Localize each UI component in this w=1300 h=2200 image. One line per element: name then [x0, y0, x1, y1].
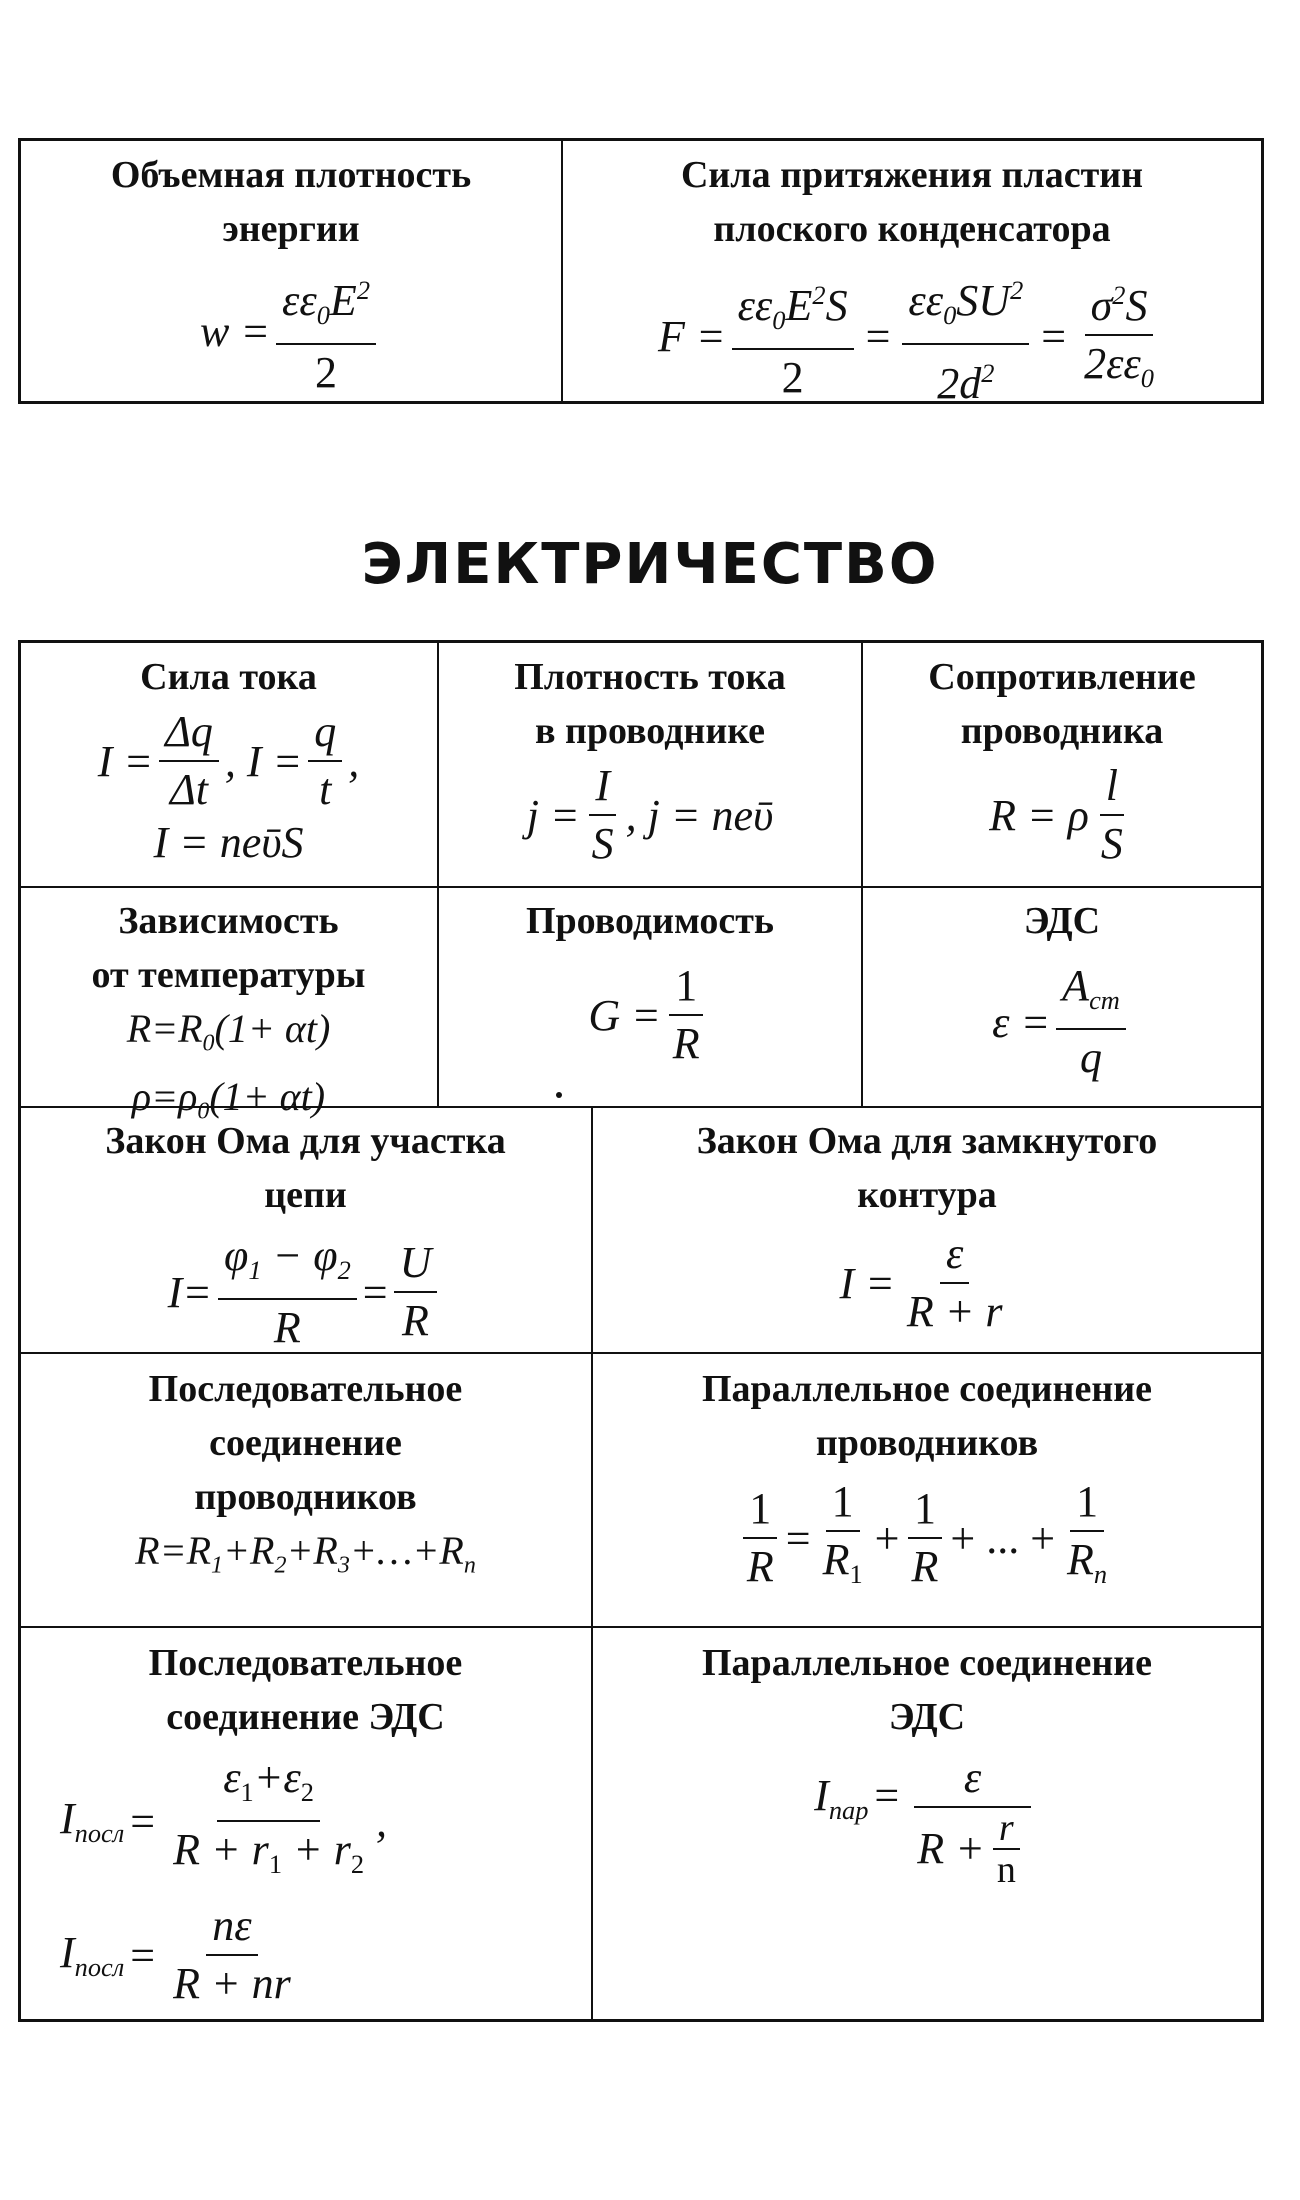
conductance-formula: G = $\frac{1}{R}$ — [439, 958, 861, 1072]
current-formula-2: I = neῡS — [153, 818, 304, 867]
section-title: ЭЛЕКТРИЧЕСТВО — [361, 532, 939, 597]
temperature-header-1: Зависимость — [118, 900, 339, 942]
current-header: Сила тока — [140, 656, 317, 698]
emf-cell — [863, 894, 1261, 1086]
capacitor-force-formula: F = $\frac{\varepsilon\varepsilon_0E^2S}{2}$ = $\frac{\varepsilon\varepsilon_0SU^2}{2d^2}$ = $\frac{\sigma^2S}{2\varepsilon\varepsilon_0}$ — [563, 262, 1261, 412]
current-density-formula: j = $\frac{I}{S}$ , j = neῡ — [439, 758, 861, 872]
ohm-closed-formula: I = $\frac{\varepsilon}{R + r}$ — [593, 1226, 1261, 1340]
parallel-emf-header-2: ЭДС — [888, 1696, 966, 1738]
current-density-cell — [439, 650, 861, 872]
ohm-section-formula: I= $\frac{\varphi_1 - \varphi_2}{R}$ = $\frac{U}{R}$ — [20, 1228, 591, 1356]
series-header-1: Последовательное — [148, 1368, 463, 1410]
parallel-cell — [593, 1362, 1261, 1602]
capacitor-force-header-2: плоского конденсатора — [713, 208, 1111, 250]
energy-density-header-2: энергии — [222, 208, 360, 250]
emf-header: ЭДС — [1023, 900, 1101, 942]
current-formula-1: I = $\frac{\Delta q}{\Delta t}$ , I = $\frac{q}{t}$ , — [20, 704, 437, 818]
energy-density-formula: w = $\frac{\varepsilon\varepsilon_0E^2}{2}$ — [22, 262, 560, 401]
stray-dot — [556, 1092, 562, 1098]
resistance-formula: R = ρ l S — [863, 758, 1261, 872]
resistance-header-1: Сопротивление — [928, 656, 1196, 698]
series-header-3: проводников — [194, 1476, 417, 1518]
current-cell — [20, 650, 437, 868]
energy-density-header-1: Объемная плотность — [110, 154, 472, 196]
ohm-closed-header-2: контура — [857, 1174, 997, 1216]
resistance-header-2: проводника — [960, 710, 1164, 752]
temperature-cell — [20, 894, 437, 1139]
energy-density-cell — [22, 148, 560, 401]
temperature-formula-2: $\rho=\rho_0(1+ \alpha t)$ — [131, 1074, 326, 1125]
capacitor-force-cell — [563, 148, 1261, 412]
conductance-cell — [439, 894, 861, 1072]
parallel-formula: $\frac{1}{R}$ = $\frac{1}{R_1}$ + $\frac{1}{R}$ + ... + $\frac{1}{R_n}$ — [593, 1474, 1261, 1602]
ohm-closed-cell — [593, 1114, 1261, 1340]
conductance-header: Проводимость — [525, 900, 775, 942]
parallel-header-2: проводников — [815, 1422, 1039, 1464]
series-emf-formula-1: $I_{посл}$ = $\frac{\varepsilon_1+\varepsilon_2}{R + r_1 + r_2}$ , — [20, 1750, 591, 1892]
series-emf-header-2: соединение ЭДС — [166, 1696, 445, 1738]
parallel-header-1: Параллельное соединение — [702, 1368, 1152, 1410]
temperature-header-2: от температуры — [91, 954, 366, 996]
series-emf-cell — [20, 1636, 591, 2012]
ohm-section-header-1: Закон Ома для участка — [105, 1120, 506, 1162]
series-header-2: соединение — [209, 1422, 402, 1464]
row-divider-4 — [20, 1626, 1262, 1628]
ohm-closed-header-1: Закон Ома для замкнутого — [696, 1120, 1158, 1162]
ohm-section-header-2: цепи — [264, 1174, 347, 1216]
resistance-cell — [863, 650, 1261, 872]
series-emf-header-1: Последовательное — [148, 1642, 463, 1684]
ohm-section-cell — [20, 1114, 591, 1356]
parallel-emf-header-1: Параллельное соединение — [702, 1642, 1152, 1684]
series-cell — [20, 1362, 591, 1592]
row-divider-1 — [20, 886, 1262, 888]
parallel-emf-formula: $I_{пар}$ = ε R + $\frac{r}{n}$ — [593, 1750, 1261, 1890]
current-density-header-1: Плотность тока — [514, 656, 786, 698]
emf-formula: ε = $A_{ст}$ q — [863, 958, 1261, 1086]
capacitor-force-header-1: Сила притяжения пластин — [680, 154, 1144, 196]
series-emf-formula-2: $I_{посл}$ = $\frac{n\varepsilon}{R + nr}$ — [20, 1898, 591, 2012]
parallel-emf-cell — [593, 1636, 1261, 1890]
series-formula: $R=R_1+R_2+R_3+\dots+R_n$ — [135, 1528, 476, 1579]
current-density-header-2: в проводнике — [534, 710, 766, 752]
temperature-formula-1: $R=R_0(1+ \alpha t)$ — [126, 1006, 331, 1057]
